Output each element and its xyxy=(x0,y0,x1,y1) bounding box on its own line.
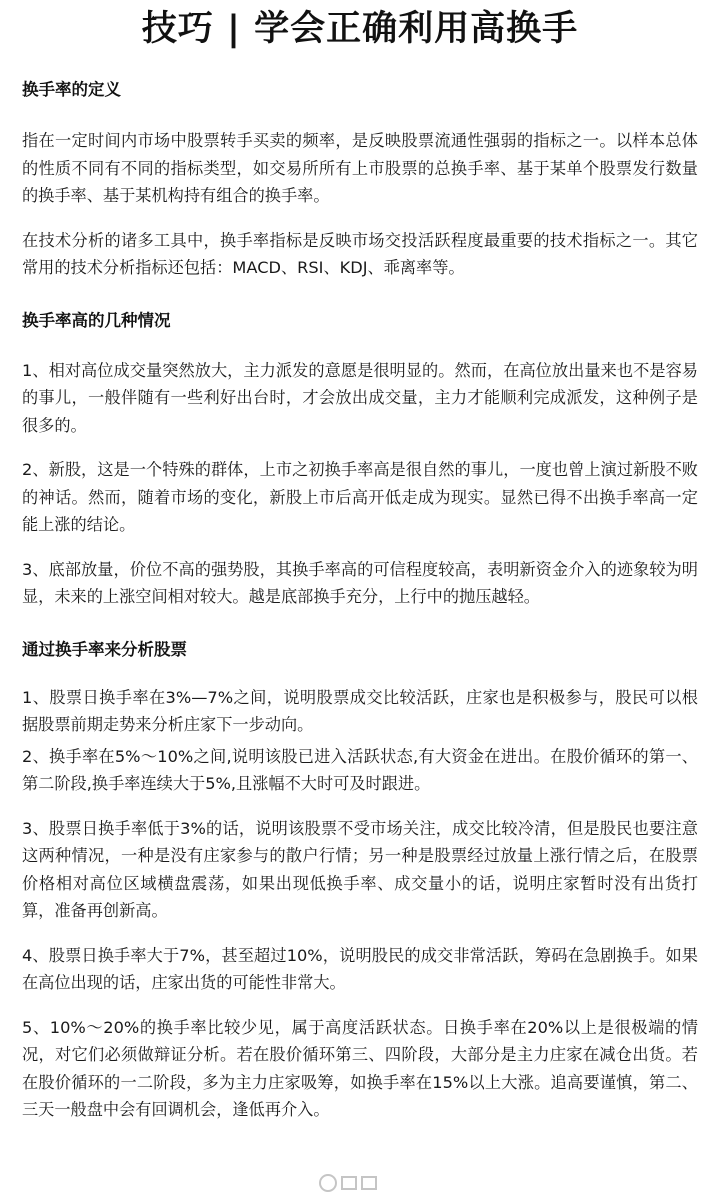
paragraph-analysis-2: 2、换手率在5%～10%之间,说明该股已进入活跃状态,有大资金在进出。在股价循环的第一、第二阶段,换手率连续大于5%,且涨幅不大时可及时跟进。 xyxy=(22,746,698,793)
section-heading-definition: 换手率的定义 xyxy=(22,80,121,99)
paragraph-analysis-4: 4、股票日换手率大于7%，甚至超过10%，说明股民的成交非常活跃，筹码在急剧换手。如果在高位出现的话，庄家出货的可能性非常大。 xyxy=(22,945,698,992)
section-heading-analysis: 通过换手率来分析股票 xyxy=(22,639,187,659)
paragraph-analysis-5: 5、10%～20%的换手率比较少见，属于高度活跃状态。日换手率在20%以上是很极端的情况，对它们必须做辩证分析。若在股价循环第三、四阶段，大部分是主力庄家在减仓出货。若在股价循环的一二阶段，多为主力庄家吸筹，如换手率在15%以上大涨。追高要谨慎，第二、三天一般盘中会有回调机会，逢低再介入。 xyxy=(22,1017,698,1119)
section-heading-high-turnover: 换手率高的几种情况 xyxy=(22,310,171,330)
watermark-logo-icon xyxy=(318,1172,408,1194)
paragraph-definition-2: 在技术分析的诸多工具中，换手率指标是反映市场交投活跃程度最重要的技术指标之一。其它常用的技术分析指标还包括：MACD、RSI、KDJ、乖离率等。 xyxy=(22,230,698,277)
paragraph-analysis-3: 3、股票日换手率低于3%的话，说明该股票不受市场关注，成交比较冷清，但是股民也要注意这两种情况，一种是没有庄家参与的散户行情；另一种是股票经过放量上涨行情之后，在股票价格相对高位区域横盘震荡，如果出现低换手率、成交量小的话，说明庄家暂时没有出货打算，准备再创新高。 xyxy=(22,818,698,920)
paragraph-analysis-1: 1、股票日换手率在3%—7%之间，说明股票成交比较活跃，庄家也是积极参与，股民可以根据股票前期走势来分析庄家下一步动向。 xyxy=(22,687,698,734)
paragraph-high-turnover-3: 3、底部放量，价位不高的强势股，其换手率高的可信程度较高，表明新资金介入的迹象较为明显，未来的上涨空间相对较大。越是底部换手充分，上行中的抛压越轻。 xyxy=(22,559,698,606)
article-title: 技巧 | 学会正确利用高换手 xyxy=(141,9,579,49)
paragraph-high-turnover-1: 1、相对高位成交量突然放大，主力派发的意愿是很明显的。然而，在高位放出量来也不是容易的事儿，一般伴随有一些利好出台时，才会放出成交量，主力才能顺利完成派发，这种例子是很多的。 xyxy=(22,360,698,435)
paragraph-definition-1: 指在一定时间内市场中股票转手买卖的频率，是反映股票流通性强弱的指标之一。以样本总体的性质不同有不同的指标类型，如交易所所有上市股票的总换手率、基于某单个股票发行数量的换手率、基于某机构持有组合的换手率。 xyxy=(22,131,698,205)
paragraph-high-turnover-2: 2、新股，这是一个特殊的群体，上市之初换手率高是很自然的事儿，一度也曾上演过新股不败的神话。然而，随着市场的变化，新股上市后高开低走成为现实。显然已得不出换手率高一定能上涨的结论。 xyxy=(22,460,698,534)
